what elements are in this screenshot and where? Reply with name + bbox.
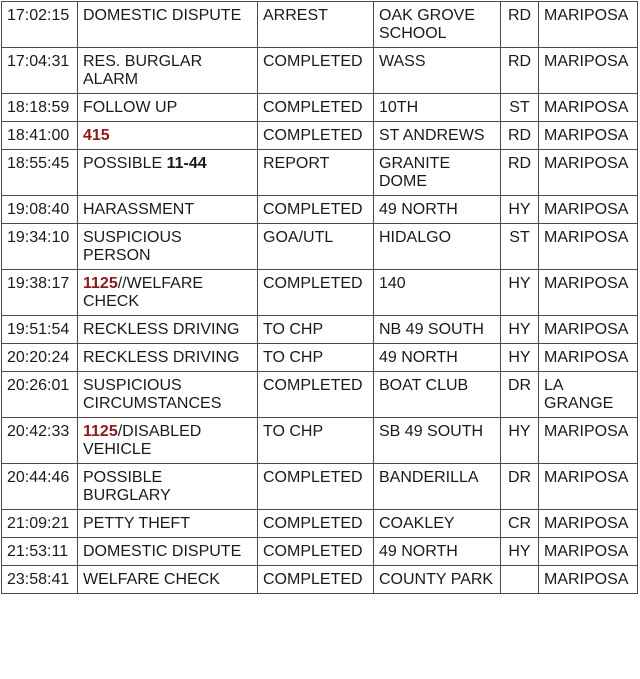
call-type-cell (78, 224, 258, 270)
street-cell: BOAT CLUB (374, 372, 501, 418)
time-cell: 20:42:33 (2, 418, 78, 464)
street-cell: 49 NORTH (374, 538, 501, 566)
call-type-cell (78, 196, 258, 224)
street-suffix-cell: ST (501, 224, 539, 270)
time-cell: 17:02:15 (2, 2, 78, 48)
call-type-cell (78, 150, 258, 196)
city-cell: MARIPOSA (539, 538, 638, 566)
table-row (2, 2, 638, 48)
call-type-text: RECKLESS DRIVING (83, 321, 240, 338)
street-cell: 10TH (374, 94, 501, 122)
street-cell: NB 49 SOUTH (374, 316, 501, 344)
street-cell: COAKLEY (374, 510, 501, 538)
call-type-cell (78, 566, 258, 594)
city-cell: MARIPOSA (539, 2, 638, 48)
call-type-text: POSSIBLE BURGLARY (83, 469, 171, 504)
disposition-cell: COMPLETED (258, 372, 374, 418)
time-cell: 18:18:59 (2, 94, 78, 122)
street-suffix-cell: HY (501, 196, 539, 224)
disposition-cell: TO CHP (258, 344, 374, 372)
time-cell: 20:20:24 (2, 344, 78, 372)
street-cell: SB 49 SOUTH (374, 418, 501, 464)
city-cell: MARIPOSA (539, 122, 638, 150)
table-row (2, 196, 638, 224)
call-type-text: RES. BURGLAR ALARM (83, 53, 203, 88)
street-suffix-cell (501, 566, 539, 594)
disposition-cell: ARREST (258, 2, 374, 48)
street-suffix-cell: RD (501, 122, 539, 150)
city-cell: MARIPOSA (539, 418, 638, 464)
call-type-cell (78, 316, 258, 344)
city-cell: MARIPOSA (539, 316, 638, 344)
time-cell: 23:58:41 (2, 566, 78, 594)
street-cell: ST ANDREWS (374, 122, 501, 150)
call-code: 1125 (83, 423, 118, 440)
table-row (2, 538, 638, 566)
street-cell: BANDERILLA (374, 464, 501, 510)
time-cell: 18:55:45 (2, 150, 78, 196)
disposition-cell: COMPLETED (258, 122, 374, 150)
call-type-cell (78, 344, 258, 372)
street-cell: HIDALGO (374, 224, 501, 270)
disposition-cell: REPORT (258, 150, 374, 196)
disposition-cell: COMPLETED (258, 270, 374, 316)
time-cell: 21:53:11 (2, 538, 78, 566)
time-cell: 20:44:46 (2, 464, 78, 510)
time-cell: 18:41:00 (2, 122, 78, 150)
street-suffix-cell: DR (501, 372, 539, 418)
call-type-text: DOMESTIC DISPUTE (83, 7, 242, 24)
time-cell: 21:09:21 (2, 510, 78, 538)
call-type-cell (78, 510, 258, 538)
call-type-text: HARASSMENT (83, 201, 195, 218)
table-row (2, 566, 638, 594)
table-row (2, 464, 638, 510)
table-row (2, 94, 638, 122)
table-row (2, 150, 638, 196)
table-row (2, 372, 638, 418)
table-row (2, 270, 638, 316)
call-type-cell (78, 48, 258, 94)
call-type-text: DOMESTIC DISPUTE (83, 543, 242, 560)
call-type-cell (78, 464, 258, 510)
call-type-text: RECKLESS DRIVING (83, 349, 240, 366)
table-row (2, 316, 638, 344)
call-type-text: //WELFARE CHECK (83, 275, 204, 310)
call-type-text: 11-44 (166, 155, 207, 172)
disposition-cell: COMPLETED (258, 538, 374, 566)
disposition-cell: COMPLETED (258, 94, 374, 122)
call-type-text: POSSIBLE (83, 155, 167, 172)
city-cell: MARIPOSA (539, 566, 638, 594)
city-cell: MARIPOSA (539, 464, 638, 510)
disposition-cell: COMPLETED (258, 566, 374, 594)
street-suffix-cell: HY (501, 418, 539, 464)
time-cell: 19:51:54 (2, 316, 78, 344)
disposition-cell: TO CHP (258, 316, 374, 344)
call-type-text: SUSPICIOUS PERSON (83, 229, 182, 264)
street-cell: GRANITE DOME (374, 150, 501, 196)
call-log-table (1, 1, 638, 594)
street-suffix-cell: ST (501, 94, 539, 122)
disposition-cell: GOA/UTL (258, 224, 374, 270)
call-type-text: FOLLOW UP (83, 99, 178, 116)
time-cell: 20:26:01 (2, 372, 78, 418)
city-cell: MARIPOSA (539, 150, 638, 196)
call-type-cell (78, 94, 258, 122)
city-cell: MARIPOSA (539, 344, 638, 372)
disposition-cell: COMPLETED (258, 510, 374, 538)
disposition-cell: TO CHP (258, 418, 374, 464)
city-cell: LA GRANGE (539, 372, 638, 418)
table-row (2, 344, 638, 372)
street-suffix-cell: HY (501, 538, 539, 566)
call-type-cell (78, 2, 258, 48)
disposition-cell: COMPLETED (258, 464, 374, 510)
street-cell: OAK GROVE SCHOOL (374, 2, 501, 48)
street-suffix-cell: CR (501, 510, 539, 538)
city-cell: MARIPOSA (539, 224, 638, 270)
street-suffix-cell: HY (501, 270, 539, 316)
call-type-cell (78, 270, 258, 316)
city-cell: MARIPOSA (539, 48, 638, 94)
table-row (2, 122, 638, 150)
disposition-cell: COMPLETED (258, 196, 374, 224)
city-cell: MARIPOSA (539, 270, 638, 316)
street-suffix-cell: RD (501, 48, 539, 94)
call-code: 1125 (83, 275, 118, 292)
street-cell: 49 NORTH (374, 344, 501, 372)
call-type-text: WELFARE CHECK (83, 571, 220, 588)
time-cell: 19:38:17 (2, 270, 78, 316)
table-row (2, 48, 638, 94)
call-log-body (2, 2, 638, 594)
city-cell: MARIPOSA (539, 196, 638, 224)
time-cell: 17:04:31 (2, 48, 78, 94)
call-type-text: /DISABLED VEHICLE (83, 423, 202, 458)
table-row (2, 418, 638, 464)
city-cell: MARIPOSA (539, 94, 638, 122)
table-row (2, 224, 638, 270)
call-type-text: SUSPICIOUS CIRCUMSTANCES (83, 377, 222, 412)
street-suffix-cell: DR (501, 464, 539, 510)
disposition-cell: COMPLETED (258, 48, 374, 94)
street-cell: 49 NORTH (374, 196, 501, 224)
city-cell: MARIPOSA (539, 510, 638, 538)
call-type-cell (78, 122, 258, 150)
call-type-text: PETTY THEFT (83, 515, 190, 532)
call-code: 415 (83, 127, 110, 144)
time-cell: 19:08:40 (2, 196, 78, 224)
street-suffix-cell: HY (501, 316, 539, 344)
street-cell: WASS (374, 48, 501, 94)
time-cell: 19:34:10 (2, 224, 78, 270)
street-suffix-cell: HY (501, 344, 539, 372)
call-type-cell (78, 372, 258, 418)
table-row (2, 510, 638, 538)
street-suffix-cell: RD (501, 2, 539, 48)
street-cell: 140 (374, 270, 501, 316)
call-type-cell (78, 418, 258, 464)
street-cell: COUNTY PARK (374, 566, 501, 594)
call-type-cell (78, 538, 258, 566)
street-suffix-cell: RD (501, 150, 539, 196)
